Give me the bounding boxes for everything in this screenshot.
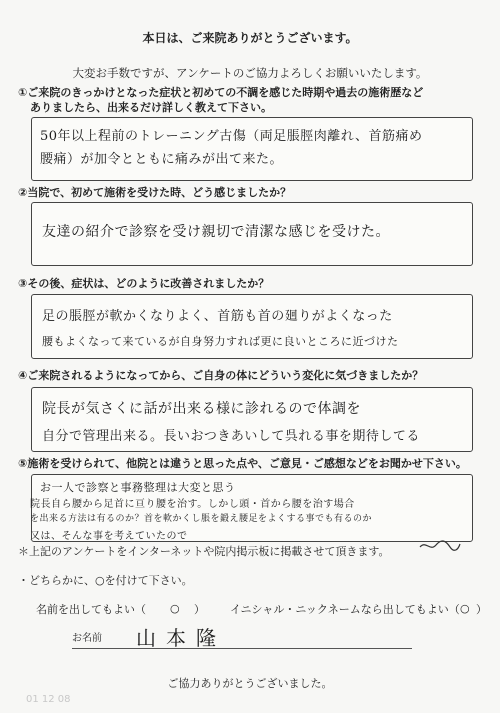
q1-answer-box: [31, 117, 473, 181]
q1-question-line2: ありましたら、出来るだけ詳しく教えて下さい。: [30, 101, 272, 114]
page-title: 本日は、ご来院ありがとうございます。: [142, 31, 358, 45]
date-stamp: 01 12 08: [26, 694, 71, 705]
name-underline: [72, 648, 412, 649]
q2-answer: 友達の紹介で診察を受け親切で清潔な感じを受けた。: [42, 224, 390, 240]
choose-instruction: ・どちらかに、○を付けて下さい。: [18, 574, 193, 587]
thanks-text: ご協力ありがとうございました。: [167, 677, 333, 690]
q2-answer-box: [31, 202, 473, 266]
q4-answer-line1: 院長が気さくに話が出来る様に診れるので体調を: [42, 401, 361, 417]
q4-answer-line2: 自分で管理出来る。長いおつきあいして呉れる事を期待してる: [42, 429, 420, 444]
q1-question-line1: ①ご来院のきっかけとなった症状と初めての不調を感じた時期や過去の施術歴など: [18, 86, 424, 99]
q5-answer-line1: お一人で診察と事務整理は大変と思う: [40, 481, 236, 494]
q3-answer-line1: 足の脹脛が軟かくなりよく、首筋も首の廻りがよくなった: [42, 309, 393, 324]
q1-answer-line1: 50年以上程前のトレーニング古傷（両足脹脛肉離れ、首筋痛め: [40, 129, 423, 144]
q5-question: ⑤施術を受けられて、他院とは違うと思った点や、ご意見・ご感想などをお聞かせ下さい。: [18, 457, 467, 470]
q4-answer-box: [31, 387, 473, 452]
q5-answer-box: [31, 474, 473, 542]
name-value: 山本隆: [136, 626, 226, 650]
name-label: お名前: [72, 633, 102, 644]
q5-answer-line2: 院長自ら腰から足首に亘り腰を治す。しかし頭・首から腰を治す場合: [30, 499, 355, 510]
q5-answer-line3: を出来る方法は有るのか？首を軟かくし脹を鍛え腰足をよくする事でも有るのか: [30, 514, 373, 524]
publish-notice: ＊上記のアンケートをインターネットや院内掲示板に掲載させて頂きます。: [18, 545, 390, 558]
intro-text: 大変お手数ですが、アンケートのご協力よろしくお願いいたします。: [72, 66, 428, 80]
scribble-mark: [418, 538, 462, 554]
option-name-mark: ○: [170, 602, 181, 615]
q5-answer-line4: 又は、そんな事を考えていたので: [30, 531, 188, 542]
q2-question: ②当院で、初めて施術を受けた時、どう感じましたか？: [18, 186, 292, 199]
q3-question: ③その後、症状は、どのように改善されましたか？: [18, 277, 270, 290]
option-initial-label: イニシャル・ニックネームなら出してもよい（: [230, 603, 460, 616]
q4-question: ④ご来院されるようになってから、ご自身の体にどういう変化に気づきましたか？: [18, 369, 424, 382]
option-initial-mark: ○: [460, 602, 471, 615]
option-name-close: ）: [194, 603, 205, 616]
q1-answer-line2: 腰痛）が加令とともに痛みが出て来た。: [40, 152, 284, 167]
option-initial-close: ）: [476, 603, 487, 616]
q3-answer-box: [31, 294, 473, 359]
q3-answer-line2: 腰もよくなって来ているが自身努力すれば更に良いところに近づけた: [42, 335, 399, 348]
option-name-label: 名前を出してもよい（: [36, 603, 146, 616]
